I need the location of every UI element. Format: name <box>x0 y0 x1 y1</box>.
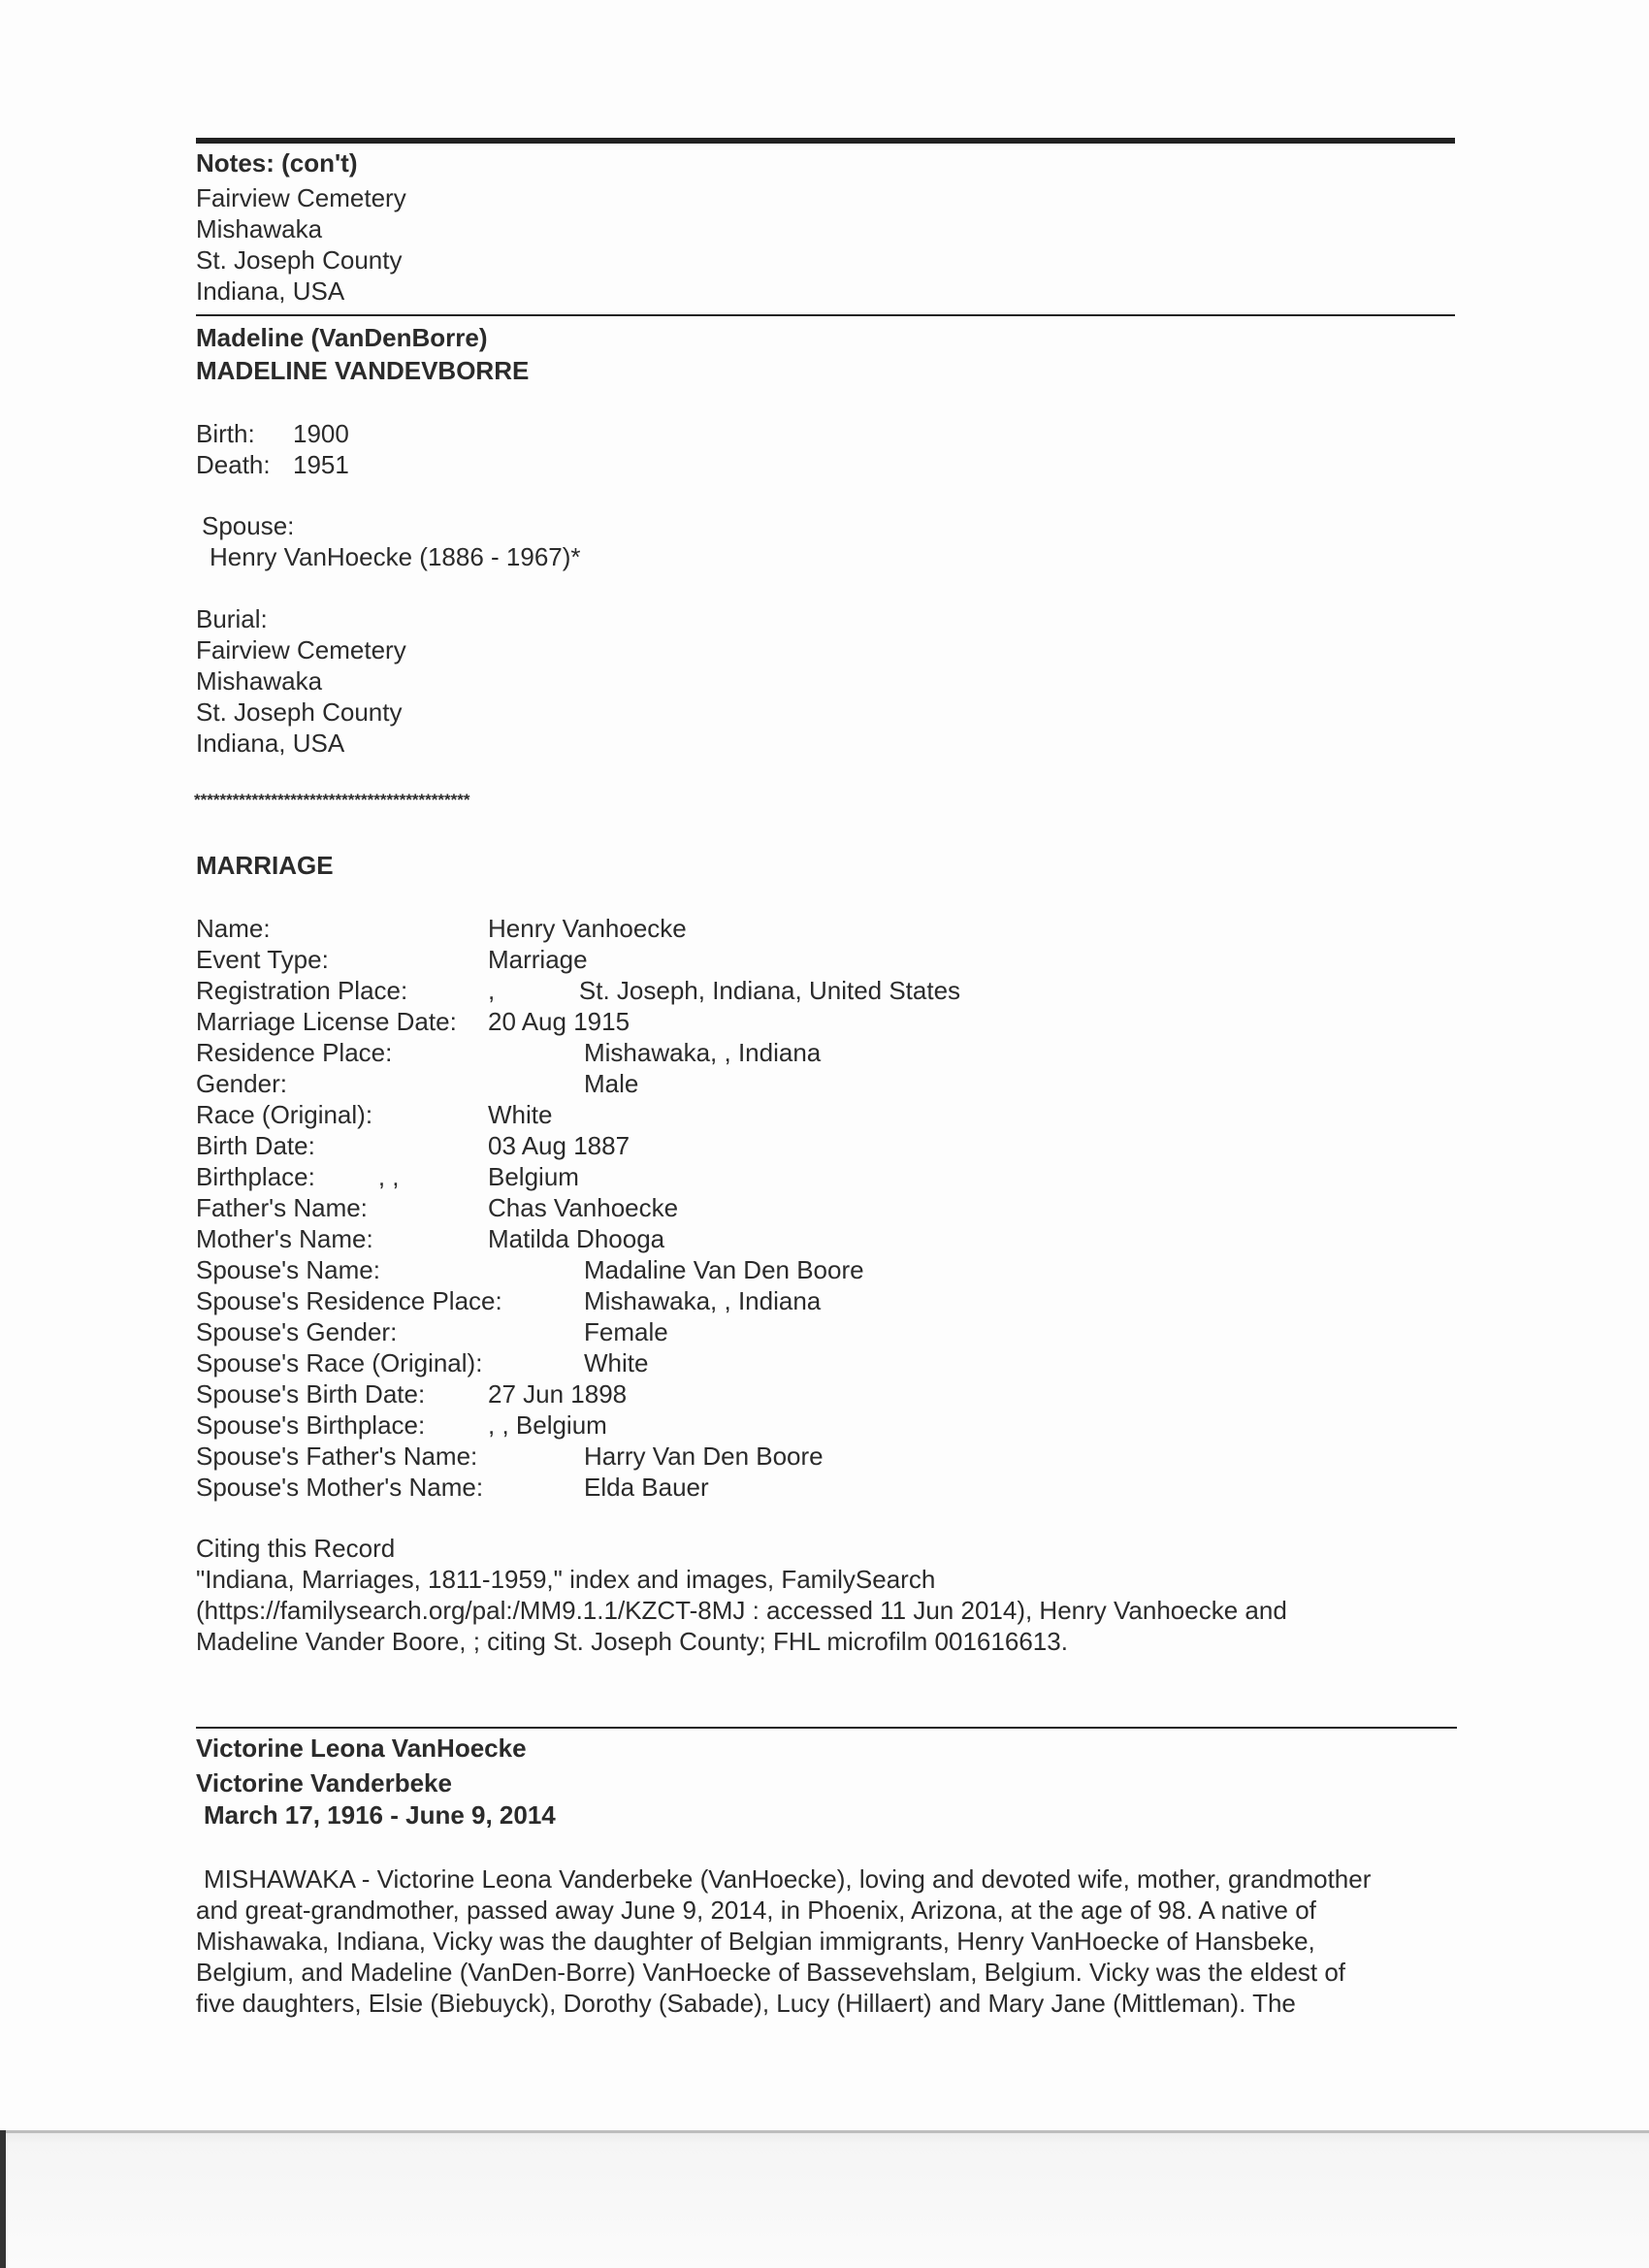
record-label: Marriage License Date: <box>196 1007 457 1036</box>
record-value: , St. Joseph, Indiana, United States <box>488 976 961 1005</box>
record-label: Registration Place: <box>196 976 408 1005</box>
record-value: 20 Aug 1915 <box>488 1007 630 1036</box>
record-value: Male <box>584 1069 639 1098</box>
death-value: 1951 <box>293 450 349 479</box>
record-label: Spouse's Name: <box>196 1255 380 1284</box>
notes-line: St. Joseph County <box>196 245 403 275</box>
record-value: , , Belgium <box>488 1410 607 1440</box>
birth-value: 1900 <box>293 419 349 448</box>
record-label: Spouse's Residence Place: <box>196 1286 502 1315</box>
record-label: Race (Original): <box>196 1100 373 1129</box>
notes-heading: Notes: (con't) <box>196 148 358 178</box>
notes-line: Indiana, USA <box>196 276 345 306</box>
record-label: Mother's Name: <box>196 1224 373 1253</box>
record-value: White <box>488 1100 553 1129</box>
burial-label: Burial: <box>196 604 268 633</box>
citation-line: "Indiana, Marriages, 1811-1959," index and images, FamilySearch <box>196 1565 936 1594</box>
record-value: Henry Vanhoecke <box>488 914 687 943</box>
record-label: Name: <box>196 914 271 943</box>
obituary-line: five daughters, Elsie (Biebuyck), Dorothy (Sabade), Lucy (Hillaert) and Mary Jane (Mittleman). The <box>196 1989 1296 2018</box>
record-label: Residence Place: <box>196 1038 393 1067</box>
record-value: Belgium <box>488 1162 579 1191</box>
record-value: Marriage <box>488 945 588 974</box>
record-label: Father's Name: <box>196 1193 368 1222</box>
star-separator: ******************************************* <box>194 791 470 809</box>
obituary-line: and great-grandmother, passed away June 9, 2014, in Phoenix, Arizona, at the age of 98. A native of <box>196 1895 1316 1925</box>
notes-line: Fairview Cemetery <box>196 183 406 212</box>
madeline-name: Madeline (VanDenBorre) <box>196 323 488 352</box>
record-label: Event Type: <box>196 945 329 974</box>
victorine-dates: March 17, 1916 - June 9, 2014 <box>204 1800 556 1830</box>
record-value: 27 Jun 1898 <box>488 1379 628 1409</box>
record-label: Spouse's Race (Original): <box>196 1348 483 1377</box>
record-value: Female <box>584 1317 668 1346</box>
record-value: Madaline Van Den Boore <box>584 1255 864 1284</box>
citation-line: Madeline Vander Boore, ; citing St. Joseph County; FHL microfilm 001616613. <box>196 1627 1068 1656</box>
record-value: Mishawaka, , Indiana <box>584 1286 822 1315</box>
record-value: Chas Vanhoecke <box>488 1193 679 1222</box>
record-label: Birth Date: <box>196 1131 315 1160</box>
victorine-married-name: Victorine Vanderbeke <box>196 1768 452 1798</box>
record-value: White <box>584 1348 649 1377</box>
record-label: Birthplace: , , <box>196 1162 400 1191</box>
marriage-heading: MARRIAGE <box>196 851 334 880</box>
victorine-name: Victorine Leona VanHoecke <box>196 1733 527 1763</box>
citation-line: (https://familysearch.org/pal:/MM9.1.1/KZCT-8MJ : accessed 11 Jun 2014), Henry Vanhoecke and <box>196 1596 1287 1625</box>
record-value: Elda Bauer <box>584 1473 709 1502</box>
record-label: Gender: <box>196 1069 287 1098</box>
madeline-name-alt: MADELINE VANDEVBORRE <box>196 356 530 385</box>
obituary-line: MISHAWAKA - Victorine Leona Vanderbeke (VanHoecke), loving and devoted wife, mother, grandmother <box>204 1864 1372 1894</box>
record-value: 03 Aug 1887 <box>488 1131 630 1160</box>
burial-line: St. Joseph County <box>196 697 403 727</box>
birth-label: Birth: <box>196 419 255 448</box>
record-label: Spouse's Mother's Name: <box>196 1473 484 1502</box>
notes-line: Mishawaka <box>196 214 323 243</box>
spouse-value: Henry VanHoecke (1886 - 1967)* <box>210 542 581 571</box>
scan-edge-line <box>0 2130 1649 2133</box>
top-rule <box>196 138 1455 144</box>
obituary-line: Mishawaka, Indiana, Vicky was the daughter of Belgian immigrants, Henry VanHoecke of Hansbeke, <box>196 1927 1315 1956</box>
burial-line: Mishawaka <box>196 666 323 696</box>
burial-line: Fairview Cemetery <box>196 635 406 664</box>
section-rule <box>196 314 1455 316</box>
record-value: Harry Van Den Boore <box>584 1442 824 1471</box>
record-value: Mishawaka, , Indiana <box>584 1038 822 1067</box>
scan-bottom-margin <box>0 2130 1649 2268</box>
record-label: Spouse's Birthplace: <box>196 1410 426 1440</box>
record-label: Spouse's Father's Name: <box>196 1442 478 1471</box>
obituary-line: Belgium, and Madeline (VanDen-Borre) VanHoecke of Bassevehslam, Belgium. Vicky was the eldest of <box>196 1958 1346 1987</box>
record-value: Matilda Dhooga <box>488 1224 665 1253</box>
record-label: Spouse's Birth Date: <box>196 1379 426 1409</box>
scan-left-edge <box>0 2130 6 2268</box>
section-rule <box>196 1727 1457 1729</box>
citing-label: Citing this Record <box>196 1534 396 1563</box>
spouse-label: Spouse: <box>202 511 295 540</box>
death-label: Death: <box>196 450 271 479</box>
record-label: Spouse's Gender: <box>196 1317 398 1346</box>
burial-line: Indiana, USA <box>196 729 345 758</box>
